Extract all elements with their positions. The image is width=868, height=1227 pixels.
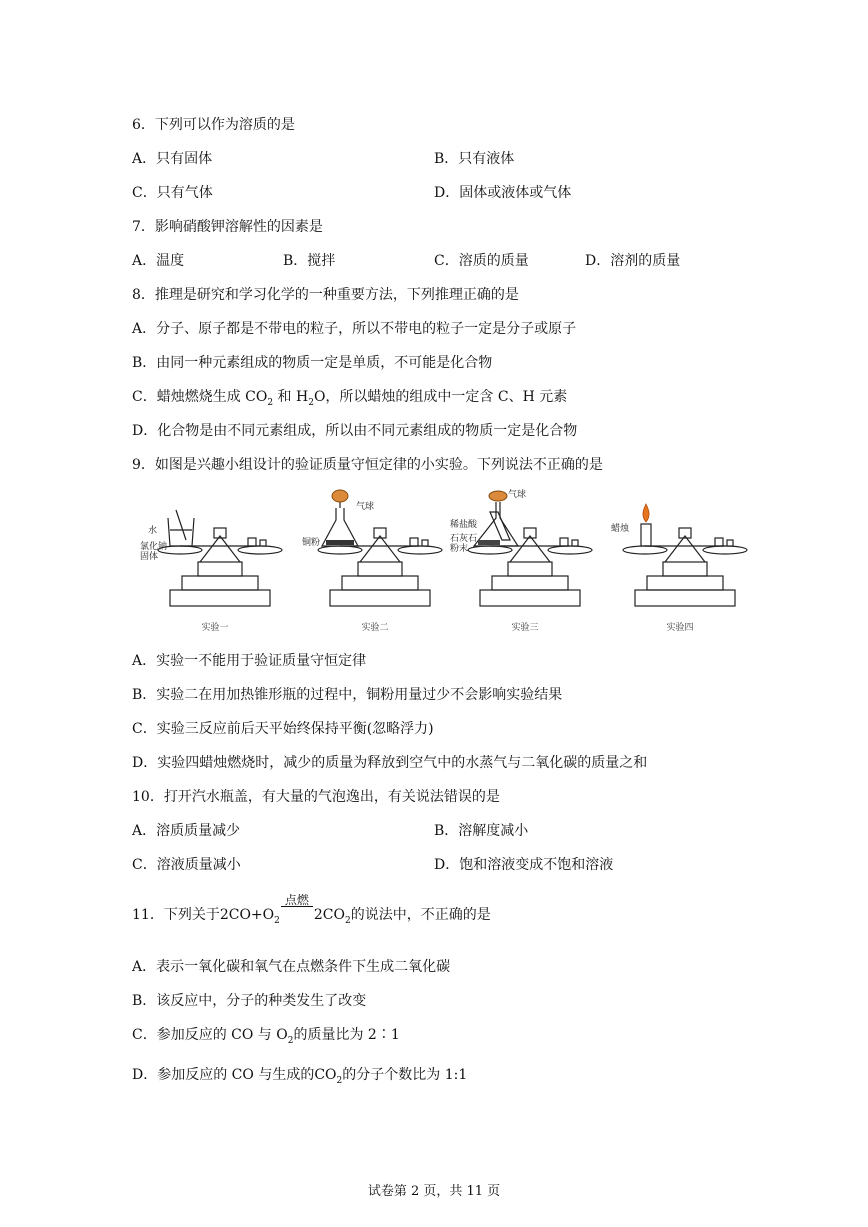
balance-2-drawing: [300, 488, 450, 618]
q6-option-a: A．只有固体: [132, 151, 213, 167]
equation-left: 2CO+O: [219, 907, 275, 923]
q10-option-b: B．溶解度减小: [434, 823, 529, 839]
q7-option-b: B．搅拌: [283, 253, 336, 269]
q9-stem: 9．如图是兴趣小组设计的验证质量守恒定律的小实验。下列说法不正确的是: [132, 457, 603, 473]
q9-option-a: A．实验一不能用于验证质量守恒定律: [132, 653, 367, 669]
equation-right: 2CO: [313, 907, 345, 923]
label-hcl: 稀盐酸: [450, 520, 478, 530]
caption-experiment-4: 实验四: [666, 623, 694, 633]
q7-option-a: A．温度: [132, 253, 185, 269]
experiment-1: [140, 488, 290, 638]
q6-option-d: D．固体或液体或气体: [434, 185, 572, 201]
experiment-2: [300, 488, 450, 638]
q6-options-row1: [132, 148, 772, 168]
caption-experiment-3: 实验三: [511, 623, 539, 633]
label-nacl: 氯化钠 固体: [140, 542, 168, 562]
label-copper: 铜粉: [302, 538, 321, 548]
label-water: 水: [148, 526, 158, 536]
label-balloon-2: 气球: [356, 502, 375, 512]
reaction-condition: 点燃: [284, 893, 309, 907]
q8-option-b: B．由同一种元素组成的物质一定是单质，不可能是化合物: [132, 355, 493, 371]
q7-option-c: C．溶质的质量: [434, 253, 529, 269]
q7-options: [132, 250, 772, 270]
q6-option-b: B．只有液体: [434, 151, 515, 167]
q7-stem: 7．影响硝酸钾溶解性的因素是: [132, 219, 323, 235]
q10-option-d: D．饱和溶液变成不饱和溶液: [434, 857, 614, 873]
label-candle: 蜡烛: [611, 524, 630, 534]
q9-option-d: D．实验四蜡烛燃烧时，减少的质量为释放到空气中的水蒸气与二氧化碳的质量之和: [132, 755, 648, 771]
label-limestone: 石灰石 粉末: [450, 534, 478, 554]
q10-options-row1: [132, 820, 772, 840]
q11-option-c: C．参加反应的 CO 与 $O_2$的质量比为 2∶1: [132, 1027, 400, 1046]
q9-figure: [140, 488, 760, 638]
q10-stem: 10．打开汽水瓶盖，有大量的气泡逸出，有关说法错误的是: [132, 789, 500, 805]
label-balloon-3: 气球: [508, 490, 527, 500]
experiment-3: [450, 488, 600, 638]
reaction-arrow: [280, 893, 314, 923]
q6-stem: 6．下列可以作为溶质的是: [132, 117, 295, 133]
q11-option-a: A．表示一氧化碳和氧气在点燃条件下生成二氧化碳: [132, 959, 451, 975]
q9-option-c: C．实验三反应前后天平始终保持平衡(忽略浮力): [132, 721, 434, 737]
experiment-4: [605, 488, 755, 638]
q8-option-a: A．分子、原子都是不带电的粒子，所以不带电的粒子一定是分子或原子: [132, 321, 577, 337]
q6-options-row2: [132, 182, 772, 202]
q11-stem: 11．下列关于$2CO+O_2$ 点燃 $2CO_2$的说法中，不正确的是: [132, 893, 491, 926]
q8-option-d: D．化合物是由不同元素组成，所以由不同元素组成的物质一定是化合物: [132, 423, 578, 439]
q10-options-row2: [132, 854, 772, 874]
q8-option-c: C．蜡烛燃烧生成 $CO_2$ 和 $H_2O$，所以蜡烛的组成中一定含 C、H 元素: [132, 389, 568, 408]
q9-option-b: B．实验二在用加热锥形瓶的过程中，铜粉用量过少不会影响实验结果: [132, 687, 563, 703]
caption-experiment-1: 实验一: [201, 623, 229, 633]
q8-stem: 8．推理是研究和学习化学的一种重要方法，下列推理正确的是: [132, 287, 519, 303]
q7-option-d: D．溶剂的质量: [585, 253, 681, 269]
caption-experiment-2: 实验二: [361, 623, 389, 633]
page-footer: 试卷第 2 页，共 11 页: [367, 1184, 501, 1199]
balance-4-drawing: [605, 488, 755, 618]
q11-option-d: D．参加反应的 CO 与生成的$CO_2$的分子个数比为 1:1: [132, 1067, 468, 1086]
q10-option-c: C．溶液质量减小: [132, 857, 241, 873]
q11-option-b: B．该反应中，分子的种类发生了改变: [132, 993, 367, 1009]
q6-option-c: C．只有气体: [132, 185, 213, 201]
q10-option-a: A．溶质质量减少: [132, 823, 241, 839]
